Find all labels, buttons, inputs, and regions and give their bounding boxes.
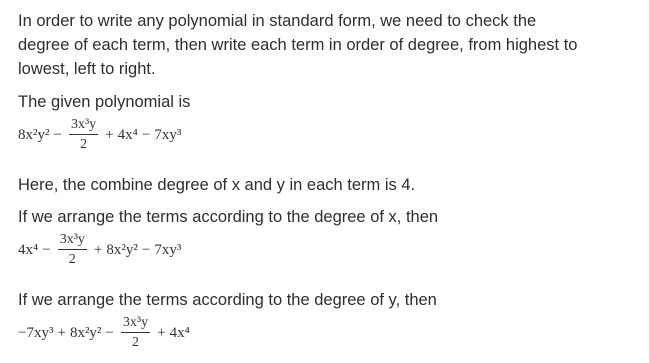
- operator: +: [57, 324, 66, 341]
- term: 4x⁴: [18, 241, 39, 258]
- intro-text-line-1: In order to write any polynomial in standard form, we need to check the: [18, 12, 537, 30]
- term: 8x²y²: [69, 324, 102, 341]
- intro-text-line-2: degree of each term, then write each term in order of degree, from highest to: [18, 36, 578, 54]
- term: −7xy³: [18, 324, 54, 341]
- arranged-by-y-equation: [18, 316, 190, 350]
- fraction-denominator: 2: [132, 335, 139, 350]
- operator: +: [93, 241, 103, 258]
- operator: −: [42, 241, 51, 258]
- given-polynomial-equation: [18, 118, 181, 152]
- term: 4x⁴: [169, 324, 190, 341]
- operator: −: [53, 126, 62, 143]
- operator: +: [105, 126, 114, 143]
- combined-degree-text: Here, the combine degree of x and y in each term is 4.: [18, 176, 416, 194]
- fraction: [121, 316, 150, 350]
- fraction-denominator: 2: [80, 137, 88, 152]
- arranged-by-x-equation: [18, 233, 181, 267]
- operator: −: [105, 324, 114, 341]
- arrange-by-y-label: If we arrange the terms according to the degree of y, then: [18, 291, 437, 309]
- term: 7xy³: [154, 126, 182, 143]
- arrange-by-x-label: If we arrange the terms according to the degree of x, then: [18, 208, 439, 226]
- fraction: [58, 233, 87, 267]
- fraction-denominator: 2: [68, 252, 76, 267]
- term: 7xy³: [154, 241, 182, 258]
- term: 4x⁴: [117, 126, 138, 143]
- operator: −: [141, 126, 151, 143]
- term: 8x²y²: [106, 241, 138, 258]
- term: 8x²y²: [18, 126, 50, 143]
- fraction-numerator: 3x³y: [58, 233, 87, 250]
- fraction: [69, 118, 98, 152]
- intro-text-line-3: lowest, left to right.: [18, 60, 156, 78]
- fraction-numerator: 3x³y: [121, 316, 150, 333]
- operator: +: [157, 324, 166, 341]
- given-polynomial-label: The given polynomial is: [18, 93, 191, 111]
- fraction-numerator: 3x³y: [69, 118, 98, 135]
- operator: −: [141, 241, 151, 258]
